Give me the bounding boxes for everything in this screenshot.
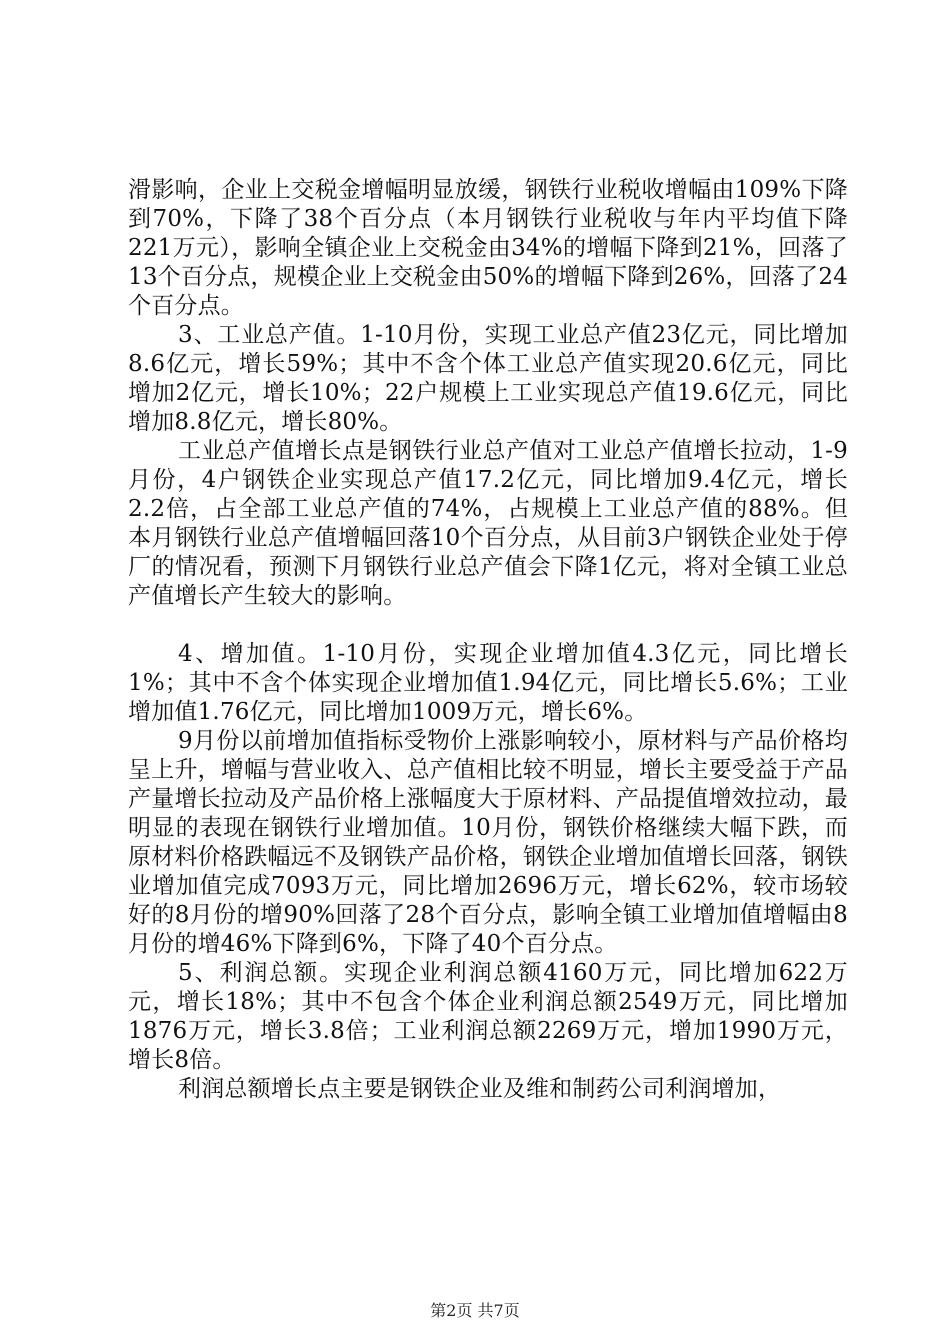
paragraph-tax-continuation: 滑影响，企业上交税金增幅明显放缓，钢铁行业税收增幅由109%下降到70%，下降了38个百分点（本月钢铁行业税收与年内平均值下降221万元），影响全镇企业上交税金由34%的增幅下降到21%，回落了13个百分点，规模企业上交税金由50%的增幅下降到26%，回落了24个百分点。	[128, 177, 848, 319]
paragraph-value-added-analysis: 9月份以前增加值指标受物价上涨影响较小，原材料与产品价格均呈上升，增幅与营业收入、总产值相比较不明显，增长主要受益于产品产量增长拉动及产品价格上涨幅度大于原材料、产品提值增效拉动，最明显的表现在钢铁行业增加值。10月份，钢铁价格继续大幅下跌，而原材料价格跌幅远不及钢铁产品价格，钢铁企业增加值增长回落，钢铁业增加值完成7093万元，同比增加2696万元，增长62%，较市场较好的8月份的增90%回落了28个百分点，影响全镇工业增加值增幅由8月份的增46%下降到6%，下降了40个百分点。	[128, 728, 848, 957]
paragraph-value-added: 4、增加值。1-10月份，实现企业增加值4.3亿元，同比增长1%；其中不含个体实现企业增加值1.94亿元，同比增长5.6%；工业增加值1.76亿元，同比增加1009万元，增长6%。	[128, 641, 848, 725]
paragraph-industrial-output: 3、工业总产值。1-10月份，实现工业总产值23亿元，同比增加8.6亿元，增长59%；其中不含个体工业总产值实现20.6亿元，同比增加2亿元，增长10%；22户规模上工业实现总产值19.6亿元，同比增加8.8亿元，增长80%。	[128, 322, 848, 435]
paragraph-profit-analysis: 利润总额增长点主要是钢铁企业及维和制药公司利润增加，	[178, 1076, 782, 1102]
page-footer: 第2页 共7页	[430, 1301, 520, 1320]
paragraph-output-growth-analysis: 工业总产值增长点是钢铁行业总产值对工业总产值增长拉动，1-9月份，4户钢铁企业实现总产值17.2亿元，同比增加9.4亿元，增长2.2倍，占全部工业总产值的74%，占规模上工业总产值的88%。但本月钢铁行业总产值增幅回落10个百分点，从目前3户钢铁企业处于停厂的情况看，预测下月钢铁行业总产值会下降1亿元，将对全镇工业总产值增长产生较大的影响。	[128, 438, 848, 609]
document-body	[128, 176, 848, 1104]
paragraph-total-profit: 5、利润总额。实现企业利润总额4160万元，同比增加622万元，增长18%；其中不包含个体企业利润总额2549万元，同比增加1876万元，增长3.8倍；工业利润总额2269万元，增加1990万元，增长8倍。	[128, 960, 848, 1073]
